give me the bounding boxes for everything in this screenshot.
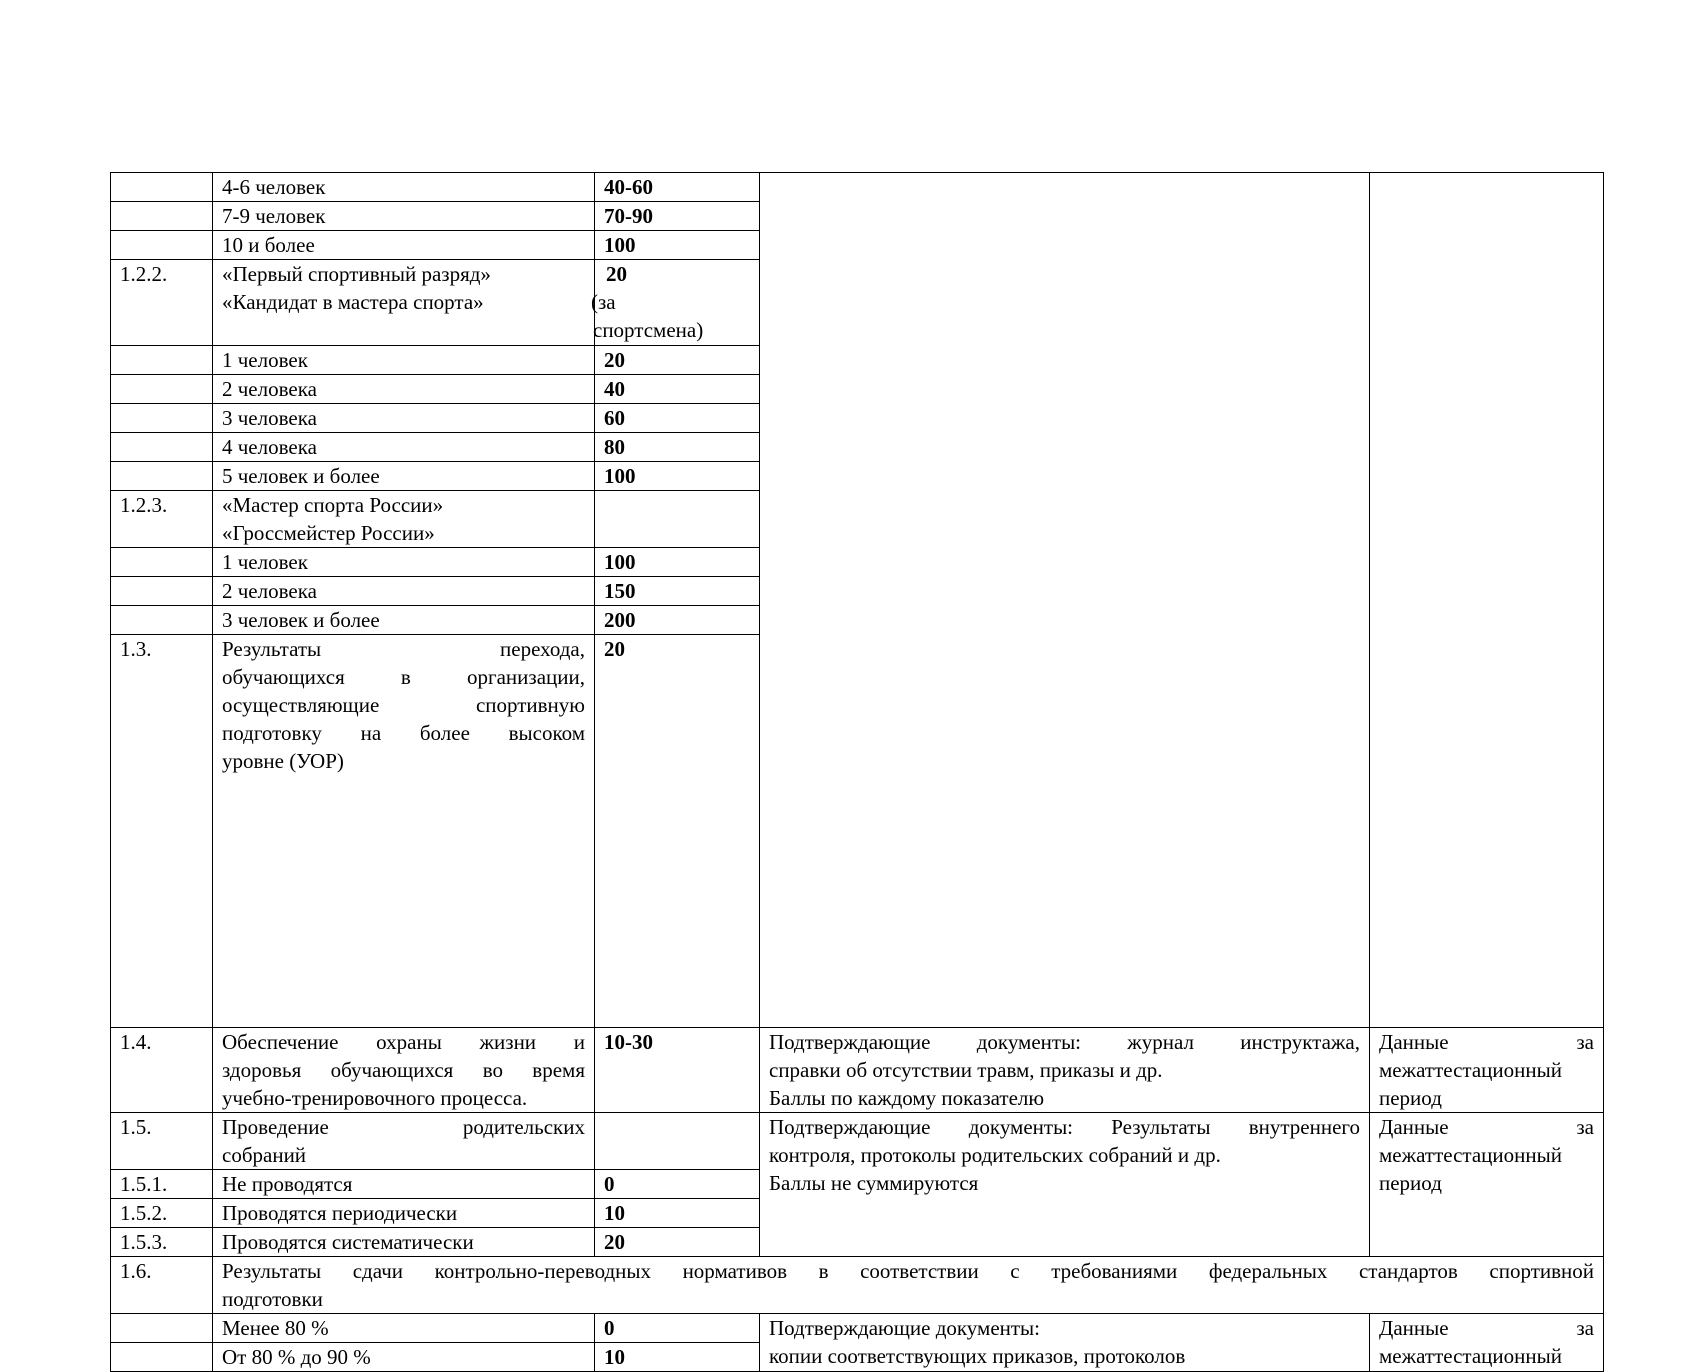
- row-number: 1.6.: [111, 1257, 213, 1314]
- row-label: [213, 635, 595, 1028]
- row-number-cell: [111, 577, 213, 606]
- row-number-cell: [111, 433, 213, 462]
- row-number-cell: [111, 1314, 213, 1343]
- score-note: (за: [591, 290, 616, 314]
- row-label: Менее 80 %: [213, 1314, 595, 1343]
- row-score: 80: [595, 433, 760, 462]
- section-title: [213, 1257, 1604, 1314]
- period-word: за: [1576, 1115, 1594, 1139]
- period-line: [1379, 1028, 1594, 1056]
- row-number: 1.5.2.: [111, 1199, 213, 1228]
- row-score: 100: [595, 548, 760, 577]
- row-number-cell: [111, 462, 213, 491]
- criteria-table: [110, 172, 1604, 1372]
- row-score: 20: [595, 635, 760, 1028]
- row-label: Не проводятся: [213, 1170, 595, 1199]
- row-label: 5 человек и более: [213, 462, 595, 491]
- section-title-line: подготовки: [222, 1287, 323, 1311]
- row-score: 40: [595, 375, 760, 404]
- period-word: за: [1576, 1316, 1594, 1340]
- period-line: межаттестационный: [1379, 1058, 1562, 1082]
- docs-line: Подтверждающие документы:: [769, 1316, 1041, 1340]
- row-score: 10: [595, 1199, 760, 1228]
- row-number: 1.2.2.: [111, 260, 213, 346]
- row-label: Проводятся периодически: [213, 1199, 595, 1228]
- table-row: [111, 1028, 1604, 1113]
- period-line: период: [1379, 1086, 1442, 1110]
- period-line: [1379, 1113, 1594, 1141]
- row-label: От 80 % до 90 %: [213, 1343, 595, 1372]
- docs-line: Баллы по каждому показателю: [769, 1086, 1045, 1110]
- row-score: 0: [595, 1170, 760, 1199]
- docs-cell: [760, 1314, 1370, 1372]
- row-label: 2 человека: [213, 375, 595, 404]
- row-label: 3 человек и более: [213, 606, 595, 635]
- row-number-cell: [111, 346, 213, 375]
- row-label-line: Обеспечение охраны жизни и: [222, 1030, 585, 1054]
- row-label-line: «Гроссмейстер России»: [222, 521, 435, 545]
- row-label: 4-6 человек: [213, 173, 595, 202]
- table-row: [111, 1314, 1604, 1343]
- score-note: спортсмена): [593, 318, 704, 342]
- row-label-line: осуществляющие спортивную: [222, 693, 585, 717]
- row-label: [213, 1113, 595, 1170]
- row-number: 1.5.: [111, 1113, 213, 1170]
- row-label: Проводятся систематически: [213, 1228, 595, 1257]
- row-number: 1.5.3.: [111, 1228, 213, 1257]
- period-cell: [1370, 1028, 1604, 1113]
- period-word: за: [1576, 1030, 1594, 1054]
- period-word: Данные: [1379, 1030, 1449, 1054]
- row-label: [213, 260, 595, 346]
- row-label-line: здоровья обучающихся во время: [222, 1058, 585, 1082]
- row-label-line: Результаты перехода,: [222, 637, 585, 661]
- row-score: 0: [595, 1314, 760, 1343]
- row-label: 1 человек: [213, 346, 595, 375]
- row-score: 10-30: [595, 1028, 760, 1113]
- row-number-cell: [111, 231, 213, 260]
- row-score: 150: [595, 577, 760, 606]
- row-label: 2 человека: [213, 577, 595, 606]
- docs-cell-empty: [760, 173, 1370, 1028]
- docs-line: копии соответствующих приказов, протоколов: [769, 1344, 1186, 1368]
- row-number-cell: [111, 173, 213, 202]
- row-label: 7-9 человек: [213, 202, 595, 231]
- period-line: [1379, 1314, 1594, 1342]
- period-cell-empty: [1370, 173, 1604, 1028]
- table-row: [111, 173, 1604, 202]
- row-number: 1.5.1.: [111, 1170, 213, 1199]
- row-label-line: обучающихся в организации,: [222, 665, 585, 689]
- row-label: 4 человека: [213, 433, 595, 462]
- row-number-cell: [111, 1343, 213, 1372]
- period-word: Данные: [1379, 1316, 1449, 1340]
- row-label: 10 и более: [213, 231, 595, 260]
- row-score: 200: [595, 606, 760, 635]
- docs-line: Подтверждающие документы: журнал инструктажа,: [769, 1030, 1360, 1054]
- row-label-line: Проведение родительских: [222, 1115, 585, 1139]
- docs-line: Баллы не суммируются: [769, 1171, 979, 1195]
- row-label-line: «Первый спортивный разряд»: [222, 262, 491, 286]
- row-number-cell: [111, 404, 213, 433]
- row-label-line: «Мастер спорта России»: [222, 493, 444, 517]
- row-score-empty: [595, 1113, 760, 1170]
- docs-line: контроля, протоколы родительских собраний и др.: [769, 1143, 1221, 1167]
- period-line: межаттестационный: [1379, 1344, 1562, 1368]
- row-score: [591, 260, 760, 346]
- table-row: [111, 1257, 1604, 1314]
- row-score: 70-90: [595, 202, 760, 231]
- row-score-empty: [595, 491, 760, 548]
- row-label-line: уровне (УОР): [222, 749, 344, 773]
- row-score: 60: [595, 404, 760, 433]
- row-number-cell: [111, 375, 213, 404]
- row-score: 20: [595, 346, 760, 375]
- table-row: [111, 1113, 1604, 1170]
- row-label-line: подготовку на более высоком: [222, 721, 585, 745]
- section-title-line: Результаты сдачи контрольно-переводных нормативов в соответствии с требованиями федеральных стандартов спортивной: [222, 1259, 1594, 1283]
- row-label: [213, 491, 595, 548]
- row-score: 100: [595, 462, 760, 491]
- row-score: 40-60: [595, 173, 760, 202]
- row-label: 1 человек: [213, 548, 595, 577]
- row-number: 1.2.3.: [111, 491, 213, 548]
- row-number-cell: [111, 548, 213, 577]
- row-number: 1.4.: [111, 1028, 213, 1113]
- period-word: Данные: [1379, 1115, 1449, 1139]
- row-label: 3 человека: [213, 404, 595, 433]
- period-line: межаттестационный: [1379, 1143, 1562, 1167]
- period-line: период: [1379, 1171, 1442, 1195]
- docs-cell: [760, 1028, 1370, 1113]
- row-label-line: «Кандидат в мастера спорта»: [222, 290, 484, 314]
- score-value: 20: [606, 262, 627, 286]
- docs-line: справки об отсутствии травм, приказы и др.: [769, 1058, 1163, 1082]
- row-label-line: учебно-тренировочного процесса.: [222, 1086, 528, 1110]
- row-score: 20: [595, 1228, 760, 1257]
- row-score: 100: [595, 231, 760, 260]
- period-cell: [1370, 1314, 1604, 1372]
- row-number-cell: [111, 202, 213, 231]
- docs-line: Подтверждающие документы: Результаты внутреннего: [769, 1115, 1360, 1139]
- row-score: 10: [595, 1343, 760, 1372]
- period-cell: [1370, 1113, 1604, 1257]
- docs-cell: [760, 1113, 1370, 1257]
- row-number: 1.3.: [111, 635, 213, 1028]
- row-number-cell: [111, 606, 213, 635]
- row-label: [213, 1028, 595, 1113]
- row-label-line: собраний: [222, 1143, 307, 1167]
